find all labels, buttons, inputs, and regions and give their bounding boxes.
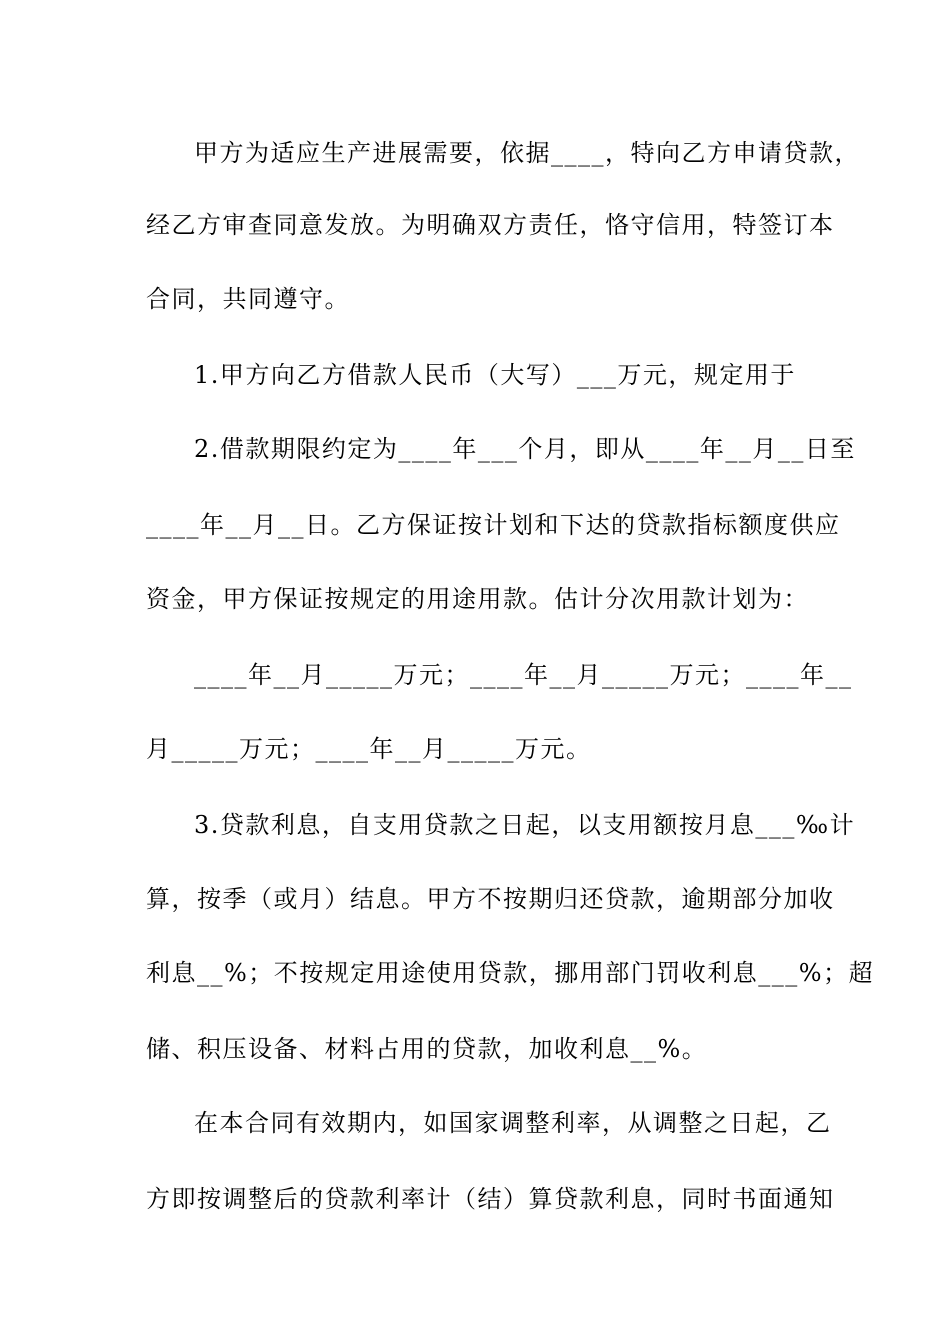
paragraph-line: 储、积压设备、材料占用的贷款，加收利息__%。: [146, 1035, 708, 1063]
schedule-line: 月_____万元；____年__月_____万元。: [146, 735, 592, 763]
paragraph-line: 算，按季（或月）结息。甲方不按期归还贷款，逾期部分加收: [146, 885, 835, 913]
schedule-line: ____年__月_____万元；____年__月_____万元；____年__: [194, 661, 853, 689]
clause-3-line: 3.贷款利息，自支用贷款之日起，以支用额按月息___‰计: [194, 811, 856, 839]
clause-1-line: 1.甲方向乙方借款人民币（大写）___万元，规定用于: [194, 361, 796, 389]
paragraph-line: 利息__%；不按规定用途使用贷款，挪用部门罚收利息___%；超: [146, 959, 875, 987]
clause-2-line: 2.借款期限约定为____年___个月，即从____年__月__日至: [194, 435, 856, 463]
paragraph-line: 资金，甲方保证按规定的用途用款。估计分次用款计划为：: [146, 585, 809, 613]
paragraph-line: 在本合同有效期内，如国家调整利率，从调整之日起，乙: [194, 1109, 832, 1137]
paragraph-line: 甲方为适应生产进展需要，依据____，特向乙方申请贷款，: [194, 139, 860, 167]
paragraph-line: 合同，共同遵守。: [146, 285, 350, 313]
paragraph-line: 方即按调整后的贷款利率计（结）算贷款利息，同时书面通知: [146, 1185, 835, 1213]
paragraph-line: 经乙方审查同意发放。为明确双方责任，恪守信用，特签订本: [146, 211, 835, 239]
paragraph-line: ____年__月__日。乙方保证按计划和下达的贷款指标额度供应: [146, 511, 841, 539]
